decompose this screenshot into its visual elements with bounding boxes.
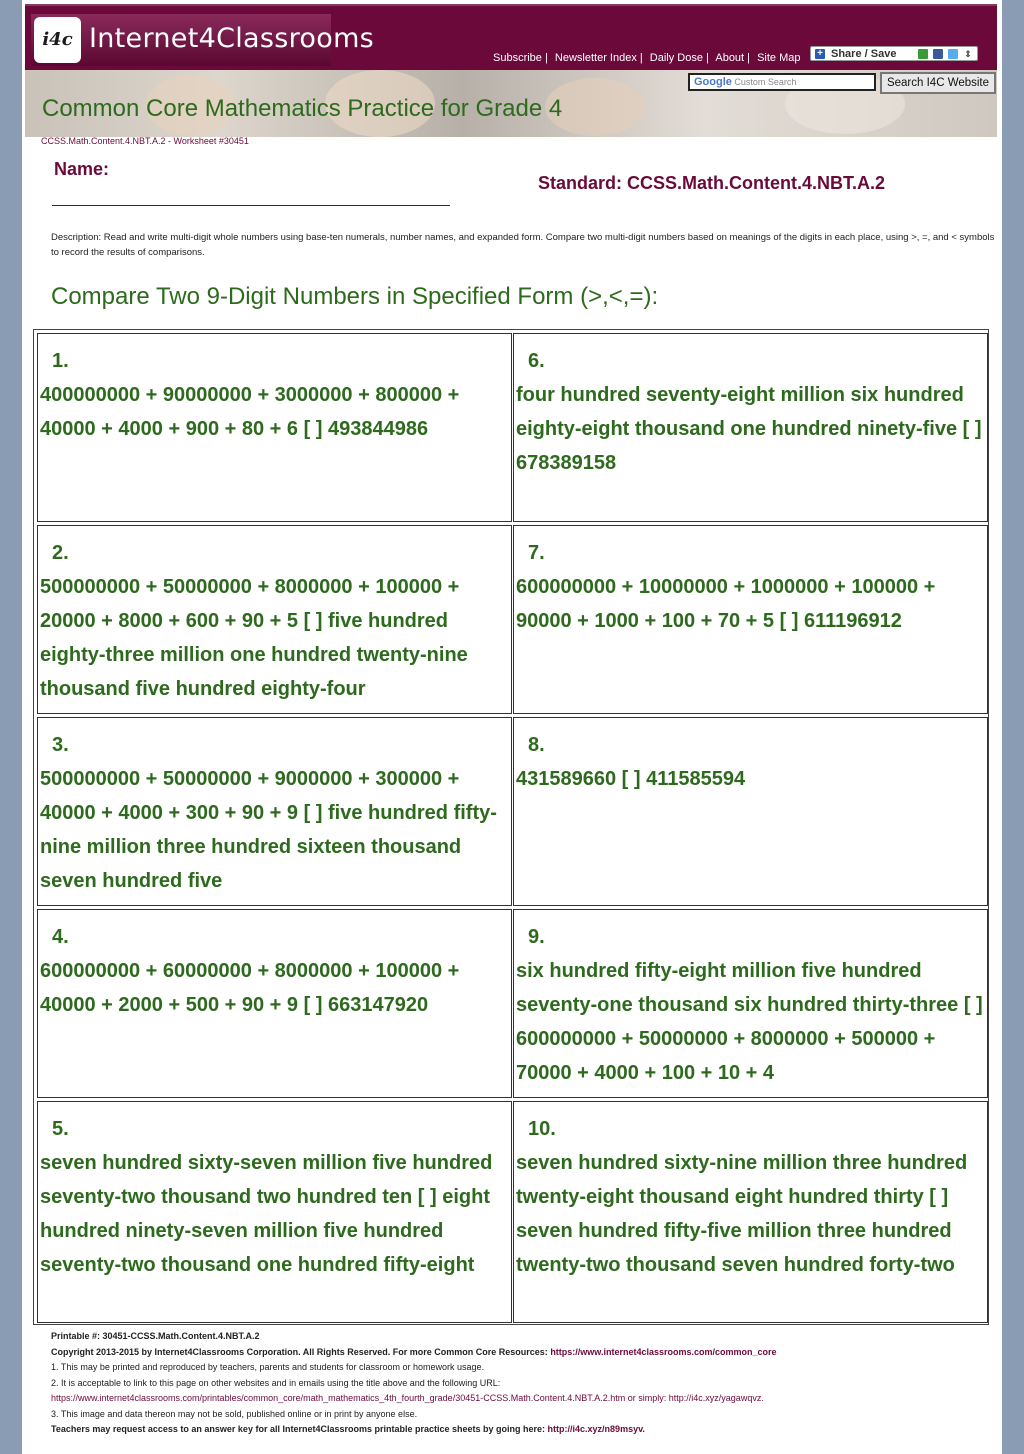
problem-text: seven hundred sixty-seven million five hundred seventy-two thousand two hundred ten [ ] eight hundred ninety-seven million five hundred seventy-two thousand one hundred fifty-eight <box>40 1152 493 1276</box>
printable-number: Printable #: 30451-CCSS.Math.Content.4.NBT.A.2 <box>51 1331 260 1341</box>
nav-daily-dose[interactable]: Daily Dose | <box>649 52 709 64</box>
problem-number: 10. <box>528 1118 556 1140</box>
share-icons <box>916 49 973 64</box>
name-line <box>52 205 450 206</box>
problem-cell <box>513 333 988 522</box>
standard-label: Standard: CCSS.Math.Content.4.NBT.A.2 <box>538 173 886 193</box>
copyright: Copyright 2013-2015 by Internet4Classrooms Corporation. All Rights Reserved. For more Common Core Resources: <box>51 1346 548 1357</box>
problem-cell <box>37 525 512 714</box>
section-title: Compare Two 9-Digit Numbers in Specified Form (>,<,=): <box>51 283 659 310</box>
worksheet-id: CCSS.Math.Content.4.NBT.A.2 - Worksheet #30451 <box>41 136 249 146</box>
nav-about[interactable]: About | <box>715 52 751 64</box>
description: Description: Read and write multi-digit whole numbers using base-ten numerals, number names, and expanded form. Compare two multi-digit numbers based on meanings of the digits in each place, using >, =, and < symbols to record the results of comparisons. <box>51 232 995 258</box>
problem-number: 5. <box>52 1118 69 1140</box>
problem-number: 9. <box>528 926 545 948</box>
problem-number: 4. <box>52 926 69 948</box>
problem-text: seven hundred sixty-nine million three hundred twenty-eight thousand eight hundred thirty [ ] seven hundred fifty-five million three hundred twenty-two thousand seven hundred forty-two <box>516 1152 968 1276</box>
answer-key-link[interactable]: http://i4c.xyz/n89msyv. <box>547 1424 645 1434</box>
problem-cell <box>37 909 512 1098</box>
problem-text: 500000000 + 50000000 + 9000000 + 300000 + 40000 + 4000 + 300 + 90 + 9 [ ] five hundred fifty-nine million three hundred sixteen thousand seven hundred five <box>40 768 497 892</box>
logo-text: Internet4Classrooms <box>89 23 375 54</box>
problem-number: 8. <box>528 734 545 756</box>
plus-icon: + <box>815 49 825 59</box>
share-label: Share / Save <box>831 48 897 60</box>
search-button[interactable]: Search I4C Website <box>880 72 996 94</box>
problem-cell <box>37 1101 512 1323</box>
usage-line-2: 2. It is acceptable to link to this page on other websites and in emails using the title above and the following URL: <box>51 1377 501 1388</box>
nav-subscribe[interactable]: Subscribe | <box>493 52 548 64</box>
top-nav <box>493 52 805 64</box>
problem-number: 6. <box>528 350 545 372</box>
problem-cell <box>513 1101 988 1323</box>
problem-cell <box>513 909 988 1098</box>
problem-number: 7. <box>528 542 545 564</box>
problem-grid <box>33 329 989 1325</box>
site-logo[interactable] <box>31 14 375 66</box>
twitter-icon <box>948 49 958 59</box>
problem-number: 1. <box>52 350 69 372</box>
worksheet-page <box>22 0 1002 1454</box>
problem-cell <box>37 717 512 906</box>
page-title: Common Core Mathematics Practice for Grade 4 <box>42 95 563 122</box>
problem-text: 500000000 + 50000000 + 8000000 + 100000 + 20000 + 8000 + 600 + 90 + 5 [ ] five hundred eighty-three million one hundred twenty-nine thousand five hundred eighty-four <box>40 576 468 700</box>
usage-line-1: 1. This may be printed and reproduced by teachers, parents and students for classroom or homework usage. <box>51 1362 485 1372</box>
problem-text: four hundred seventy-eight million six hundred eighty-eight thousand one hundred ninety-five [ ] 678389158 <box>516 384 982 474</box>
problem-text: 600000000 + 60000000 + 8000000 + 100000 + 40000 + 2000 + 500 + 90 + 9 [ ] 663147920 <box>40 960 460 1016</box>
problem-text: six hundred fifty-eight million five hundred seventy-one thousand six hundred thirty-three [ ] 600000000 + 50000000 + 8000000 + 500000 + 70000 + 4000 + 100 + 10 + 4 <box>516 960 983 1084</box>
problem-text: 431589660 [ ] 411585594 <box>516 768 746 790</box>
worksheet-url-link[interactable]: https://www.internet4classrooms.com/printables/common_core/math_mathematics_4th_fourth_grade/30451-CCSS.Math.Content.4.NBT.A.2.htm or simply: http://i4c.xyz/yagawqvz. <box>51 1393 764 1403</box>
problem-cell <box>513 525 988 714</box>
chevron-updown-icon: ⇕ <box>964 49 972 59</box>
usage-line-3: 3. This image and data thereon may not be sold, published online or in print by anyone else. <box>51 1408 418 1419</box>
site-banner <box>25 4 997 72</box>
problem-number: 3. <box>52 734 69 756</box>
google-logo: Google <box>694 76 732 88</box>
search-input[interactable] <box>688 73 876 91</box>
search-placeholder: Custom Search <box>734 77 797 87</box>
problem-cell <box>37 333 512 522</box>
problem-text: 600000000 + 10000000 + 1000000 + 100000 + 90000 + 1000 + 100 + 70 + 5 [ ] 611196912 <box>516 576 936 632</box>
logo-mark: i4c <box>34 17 81 63</box>
problem-cell <box>513 717 988 906</box>
common-core-link[interactable]: https://www.internet4classrooms.com/common_core <box>550 1346 777 1357</box>
teachers-note: Teachers may request access to an answer key for all Internet4Classrooms printable practice sheets by going here: <box>51 1424 546 1434</box>
name-label: Name: <box>54 159 110 179</box>
problem-number: 2. <box>52 542 69 564</box>
share-icon <box>918 49 928 59</box>
problem-text: 400000000 + 90000000 + 3000000 + 800000 + 40000 + 4000 + 900 + 80 + 6 [ ] 493844986 <box>40 384 460 440</box>
share-save-button[interactable] <box>810 46 978 61</box>
facebook-icon <box>933 49 943 59</box>
footer <box>51 1329 997 1438</box>
nav-newsletter-index[interactable]: Newsletter Index | <box>554 52 643 64</box>
nav-site-map[interactable]: Site Map <box>757 52 801 64</box>
